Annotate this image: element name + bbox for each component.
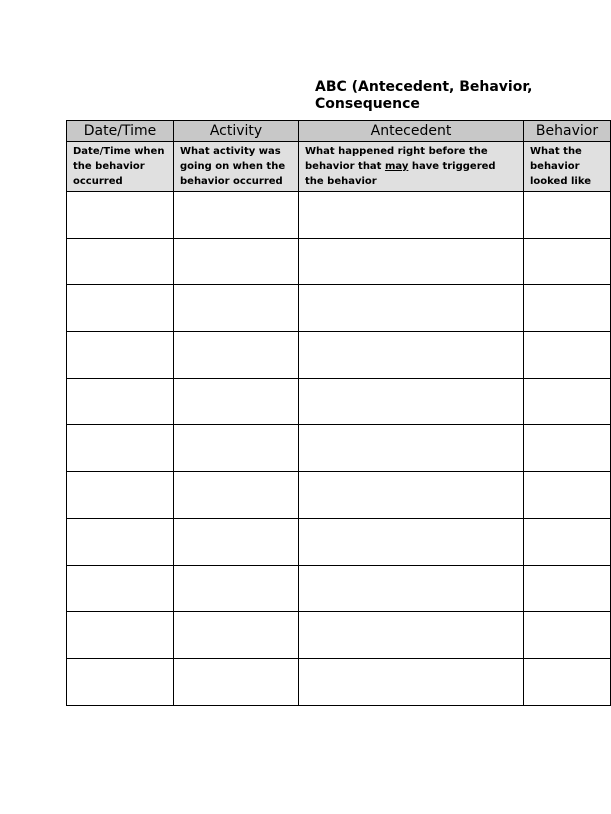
header-antecedent: Antecedent bbox=[299, 121, 524, 142]
header-date-time: Date/Time bbox=[67, 121, 174, 142]
entry-cell[interactable] bbox=[67, 285, 174, 332]
entry-cell[interactable] bbox=[67, 472, 174, 519]
table-row bbox=[67, 565, 611, 612]
table-row bbox=[67, 285, 611, 332]
entry-cell[interactable] bbox=[67, 238, 174, 285]
entry-cell[interactable] bbox=[174, 518, 299, 565]
abc-data-table bbox=[66, 120, 611, 706]
table-row bbox=[67, 378, 611, 425]
desc-activity: What activity was going on when the behavior occurred bbox=[174, 142, 299, 192]
entry-cell[interactable] bbox=[67, 378, 174, 425]
entry-cell[interactable] bbox=[524, 378, 611, 425]
desc-text: What happened right before the behavior that bbox=[305, 146, 488, 172]
entry-cell[interactable] bbox=[174, 612, 299, 659]
entry-cell[interactable] bbox=[299, 425, 524, 472]
entry-cell[interactable] bbox=[174, 332, 299, 379]
entry-cell[interactable] bbox=[299, 612, 524, 659]
entry-cell[interactable] bbox=[67, 658, 174, 705]
entry-cell[interactable] bbox=[174, 192, 299, 239]
entry-cell[interactable] bbox=[299, 378, 524, 425]
entry-cell[interactable] bbox=[174, 378, 299, 425]
header-activity: Activity bbox=[174, 121, 299, 142]
desc-emphasis: may bbox=[384, 161, 409, 172]
document-title: ABC (Antecedent, Behavior, Consequence bbox=[315, 79, 533, 112]
entry-cell[interactable] bbox=[524, 192, 611, 239]
description-row bbox=[67, 142, 611, 192]
header-row bbox=[67, 121, 611, 142]
table-row bbox=[67, 332, 611, 379]
table-row bbox=[67, 192, 611, 239]
entry-cell[interactable] bbox=[299, 285, 524, 332]
entry-cell[interactable] bbox=[67, 192, 174, 239]
entry-cell[interactable] bbox=[524, 612, 611, 659]
desc-antecedent bbox=[299, 142, 524, 192]
table-row bbox=[67, 425, 611, 472]
entry-cell[interactable] bbox=[524, 332, 611, 379]
entry-cell[interactable] bbox=[174, 238, 299, 285]
entry-cell[interactable] bbox=[67, 612, 174, 659]
entry-cell[interactable] bbox=[299, 472, 524, 519]
entry-cell[interactable] bbox=[174, 425, 299, 472]
entry-cell[interactable] bbox=[524, 518, 611, 565]
table-row bbox=[67, 518, 611, 565]
entry-cell[interactable] bbox=[299, 238, 524, 285]
entry-cell[interactable] bbox=[524, 425, 611, 472]
entry-cell[interactable] bbox=[524, 658, 611, 705]
entry-cell[interactable] bbox=[299, 658, 524, 705]
table-row bbox=[67, 238, 611, 285]
entry-cell[interactable] bbox=[174, 565, 299, 612]
entry-cell[interactable] bbox=[299, 332, 524, 379]
entry-cell[interactable] bbox=[174, 658, 299, 705]
header-behavior: Behavior bbox=[524, 121, 611, 142]
table-row bbox=[67, 612, 611, 659]
entry-cell[interactable] bbox=[67, 518, 174, 565]
entry-cell[interactable] bbox=[67, 565, 174, 612]
entry-cell[interactable] bbox=[524, 472, 611, 519]
entry-cell[interactable] bbox=[299, 565, 524, 612]
entry-cell[interactable] bbox=[299, 518, 524, 565]
entry-cell[interactable] bbox=[299, 192, 524, 239]
desc-date-time: Date/Time when the behavior occurred bbox=[67, 142, 174, 192]
entry-cell[interactable] bbox=[67, 332, 174, 379]
entry-cell[interactable] bbox=[524, 565, 611, 612]
table-row bbox=[67, 658, 611, 705]
entry-cell[interactable] bbox=[174, 472, 299, 519]
entry-cell[interactable] bbox=[524, 285, 611, 332]
desc-text: have triggered the behavior bbox=[305, 161, 496, 187]
entry-cell[interactable] bbox=[174, 285, 299, 332]
table-row bbox=[67, 472, 611, 519]
entry-cell[interactable] bbox=[67, 425, 174, 472]
desc-behavior: What the behavior looked like bbox=[524, 142, 611, 192]
entry-cell[interactable] bbox=[524, 238, 611, 285]
